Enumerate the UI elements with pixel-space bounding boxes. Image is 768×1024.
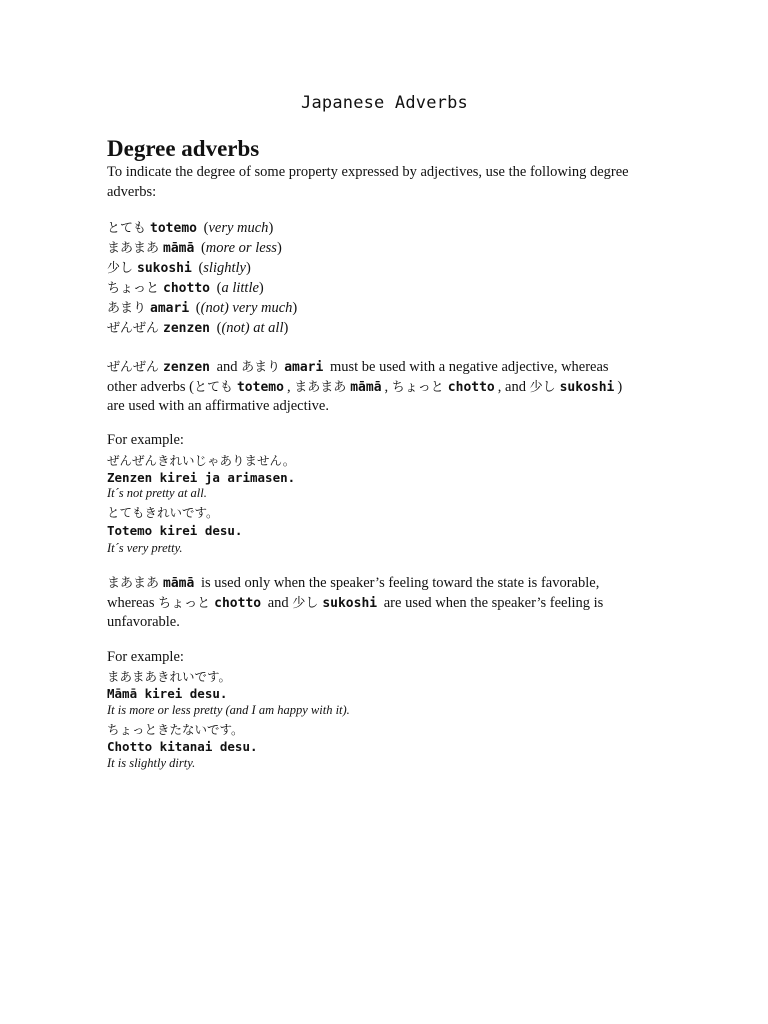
jp-term: あまり (241, 360, 281, 375)
feeling-rule-line-3: unfavorable. (107, 614, 180, 630)
example-label: For example: (107, 432, 184, 448)
example-jp: とてもきれいです。 (107, 505, 219, 520)
jp-term: ちょっと (391, 380, 444, 395)
romaji-term: zenzen (163, 360, 210, 375)
negative-rule-line-1 (107, 357, 609, 378)
romaji-term: totemo (236, 380, 284, 395)
adverb-jp: ちょっと (107, 281, 160, 296)
paren-close: ) (617, 379, 623, 395)
jp-term: ちょっと (158, 596, 211, 611)
jp-term: とても (193, 380, 233, 395)
example-translation: It is slightly dirty. (107, 756, 196, 770)
adverb-romaji: chotto (163, 281, 210, 296)
example-jp: ちょっときたないです。 (107, 722, 244, 737)
paren-open: ( (203, 220, 209, 236)
feeling-rule-line-2 (107, 593, 603, 614)
adverb-item-zenzen (107, 318, 288, 339)
adverb-romaji: zenzen (163, 321, 210, 336)
example-romaji: Totemo kirei desu. (107, 523, 243, 538)
adverb-jp: まあまあ (107, 241, 160, 256)
rule-text: other adverbs ( (107, 379, 194, 395)
romaji-term: māmā (350, 380, 382, 395)
example-translation: It´s very pretty. (107, 541, 183, 555)
paren-open: ( (216, 320, 222, 336)
adverb-jp: あまり (107, 301, 147, 316)
romaji-term: chotto (214, 596, 262, 611)
rule-text: are used when the speaker’s feeling is (383, 595, 604, 611)
adverb-meaning: very much (208, 220, 269, 236)
adverb-item-amari (107, 298, 297, 319)
paren-open: ( (216, 280, 222, 296)
jp-term: ぜんぜん (107, 360, 160, 375)
adverb-item-mama (107, 238, 282, 259)
comma: , (384, 379, 389, 395)
jp-term: まあまあ (294, 380, 347, 395)
adverb-item-totemo (107, 218, 273, 239)
romaji-term: sukoshi (322, 596, 378, 611)
example-romaji: Māmā kirei desu. (107, 686, 228, 701)
conjunction: , and (497, 379, 526, 395)
negative-rule-line-3: are used with an affirmative adjective. (107, 398, 329, 414)
rule-text: whereas (107, 595, 155, 611)
romaji-term: amari (284, 360, 324, 375)
conjunction: and (216, 359, 238, 375)
section-heading: Degree adverbs (107, 136, 260, 161)
adverb-meaning: a little (221, 280, 259, 296)
adverb-item-chotto (107, 278, 264, 299)
adverb-meaning: slightly (203, 260, 246, 276)
adverb-jp: 少し (107, 261, 134, 276)
jp-term: 少し (292, 596, 319, 611)
paren-close: ) (258, 280, 264, 296)
paren-open: ( (198, 260, 204, 276)
adverb-romaji: amari (150, 301, 190, 316)
adverb-romaji: māmā (163, 241, 195, 256)
paren-close: ) (268, 220, 274, 236)
adverb-jp: とても (107, 221, 147, 236)
paren-open: ( (200, 240, 206, 256)
paren-open: ( (195, 300, 201, 316)
romaji-term: māmā (163, 576, 195, 591)
example-jp: まあまあきれいです。 (107, 669, 232, 684)
adverb-meaning: (not) at all (221, 320, 284, 336)
intro-paragraph: To indicate the degree of some property expressed by adjectives, use the following degree adverbs: (107, 164, 629, 200)
conjunction: and (267, 595, 289, 611)
example-translation: It´s not pretty at all. (107, 486, 207, 500)
comma: , (286, 379, 291, 395)
paren-close: ) (276, 240, 282, 256)
rule-text: must be used with a negative adjective, whereas (329, 359, 609, 375)
adverb-romaji: totemo (150, 221, 197, 236)
example-translation: It is more or less pretty (and I am happy with it). (107, 703, 350, 717)
romaji-term: chotto (447, 380, 495, 395)
jp-term: まあまあ (107, 576, 160, 591)
negative-rule-line-2 (107, 377, 622, 398)
example-label: For example: (107, 649, 184, 665)
example-romaji: Chotto kitanai desu. (107, 739, 258, 754)
paren-close: ) (283, 320, 289, 336)
paren-close: ) (292, 300, 298, 316)
paren-close: ) (245, 260, 251, 276)
example-romaji: Zenzen kirei ja arimasen. (107, 470, 296, 485)
adverb-meaning: (not) very much (200, 300, 293, 316)
jp-term: 少し (529, 380, 556, 395)
adverb-meaning: more or less (205, 240, 277, 256)
adverb-item-sukoshi (107, 258, 251, 279)
feeling-rule-line-1 (107, 573, 599, 594)
rule-text: is used only when the speaker’s feeling toward the state is favorable, (200, 575, 600, 591)
document-title: Japanese Adverbs (301, 93, 468, 113)
example-jp: ぜんぜんきれいじゃありません。 (107, 453, 296, 468)
romaji-term: sukoshi (559, 380, 615, 395)
adverb-romaji: sukoshi (137, 261, 192, 276)
adverb-jp: ぜんぜん (107, 321, 160, 336)
